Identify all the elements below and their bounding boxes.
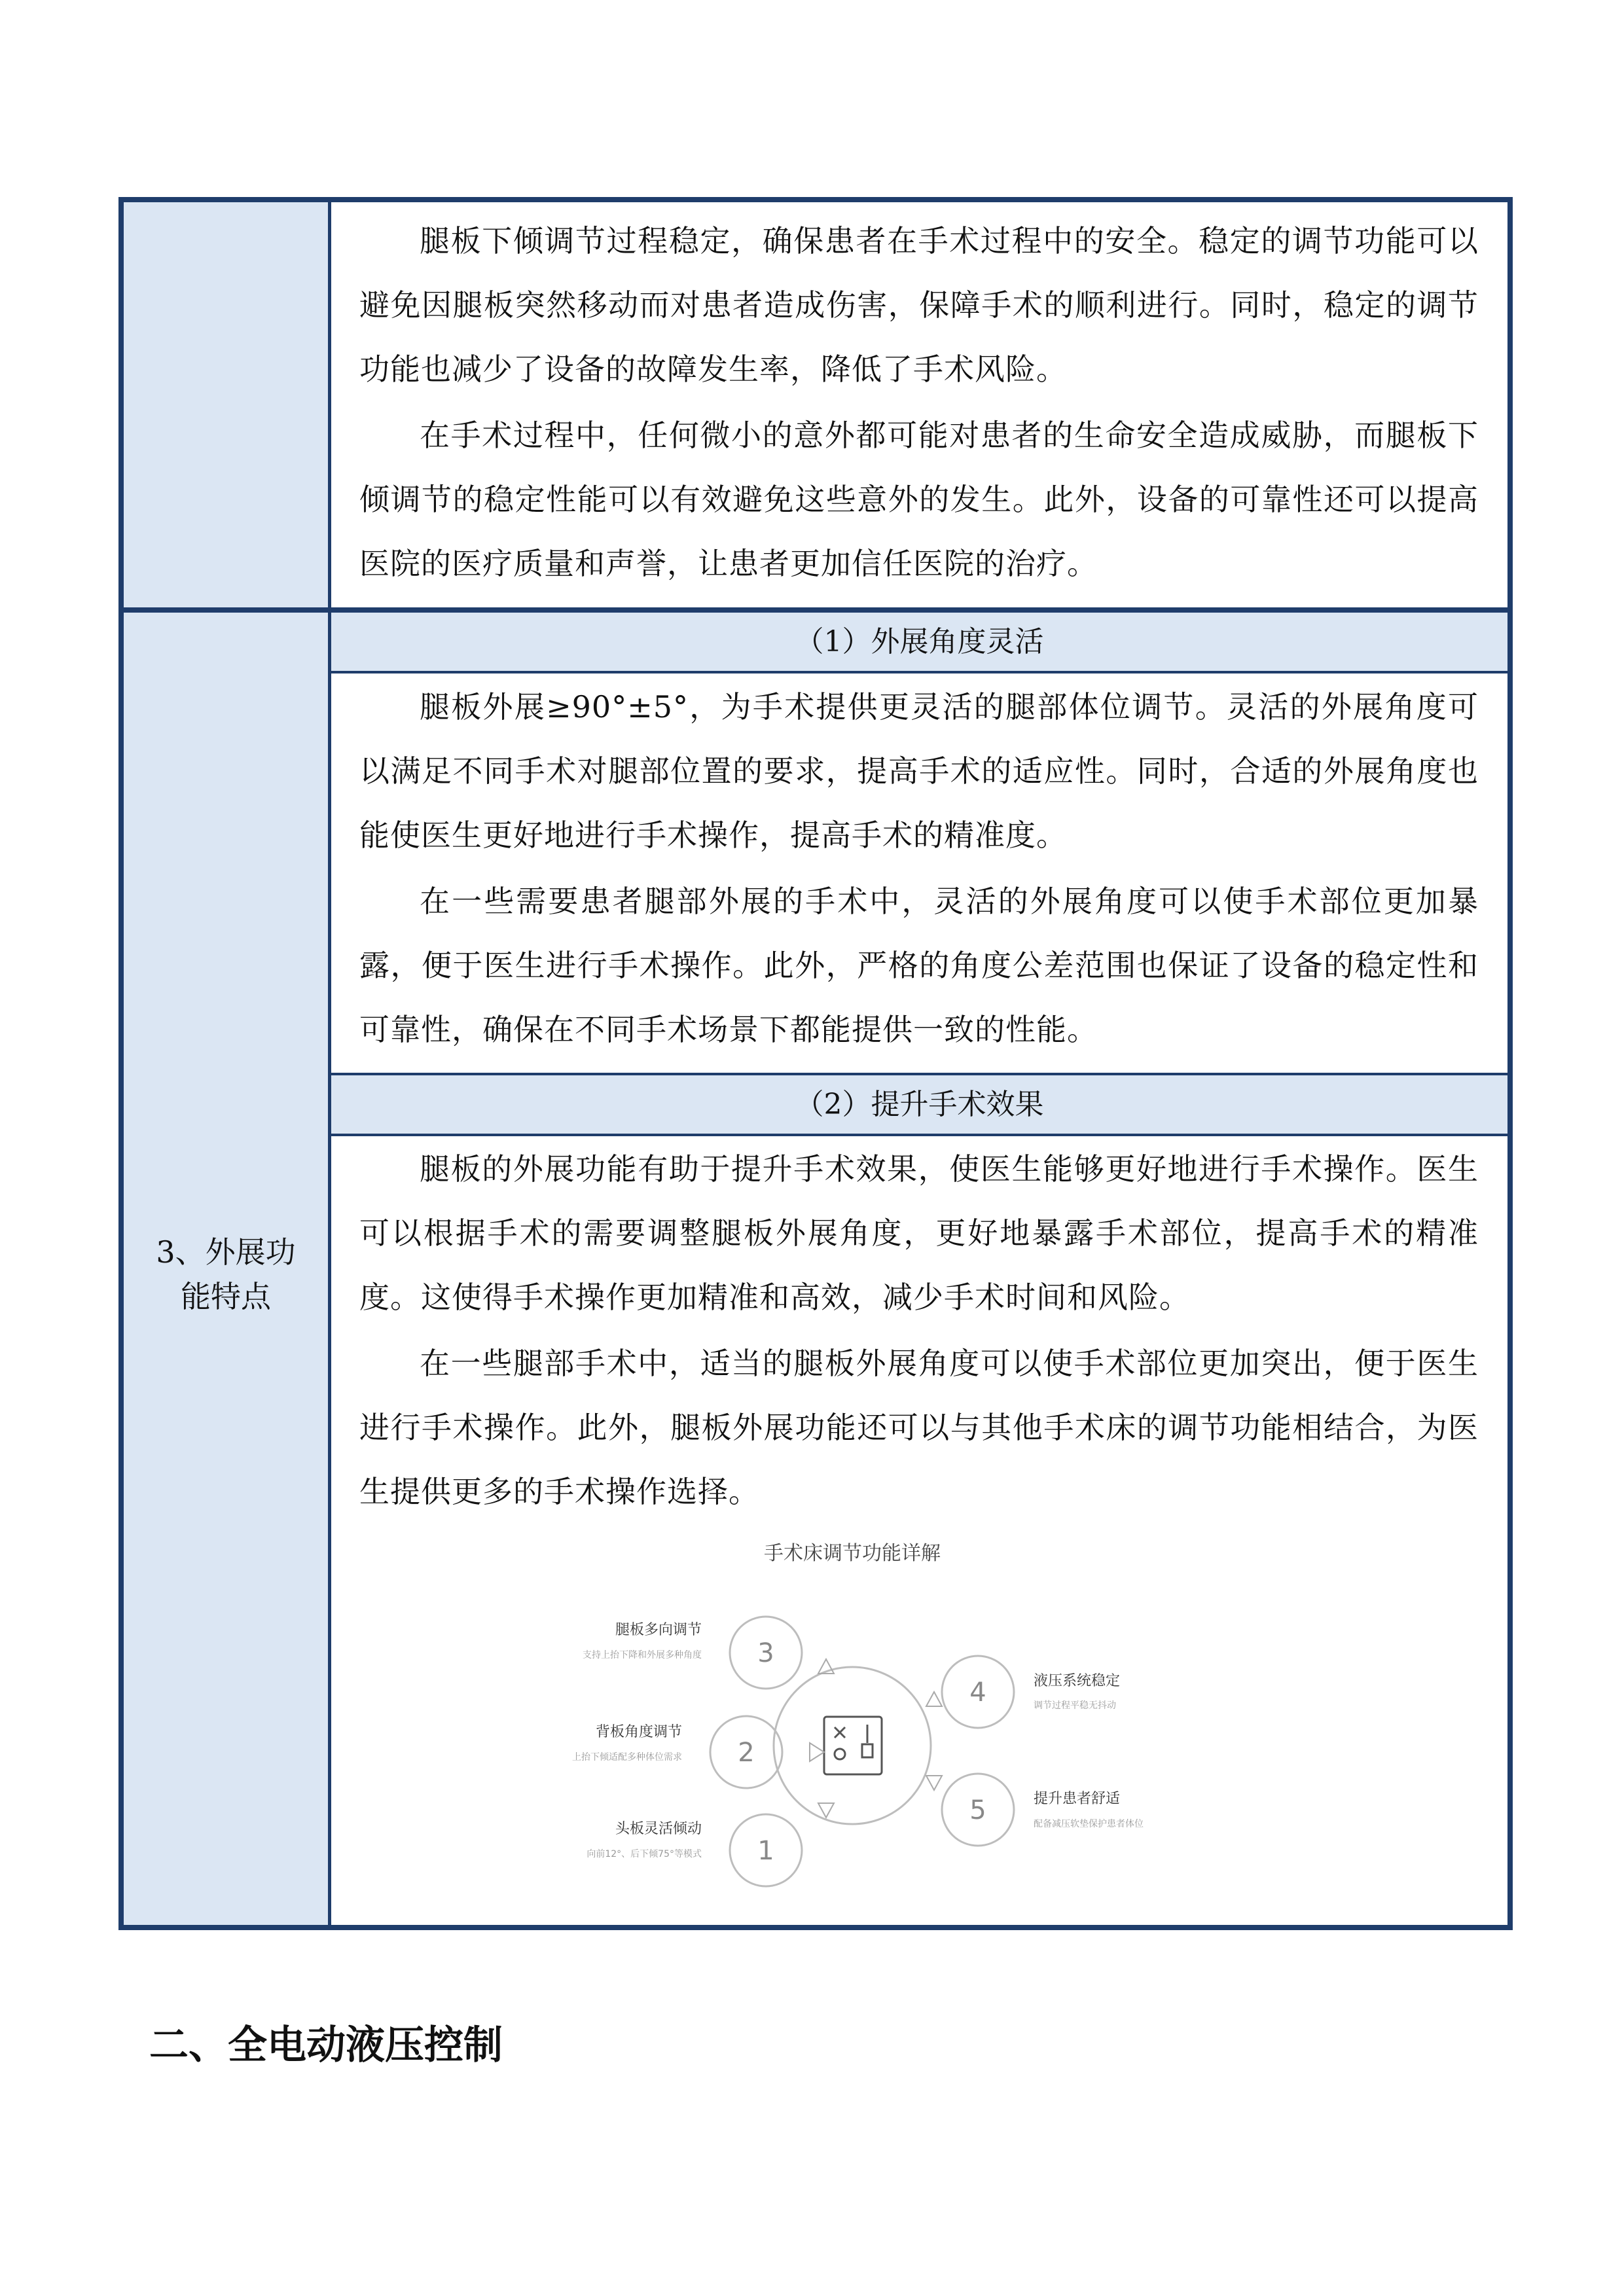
table-left-cell-top [124, 202, 328, 607]
feature-number: 3 [757, 1638, 774, 1668]
down-triangle-icon [926, 1776, 942, 1790]
feature-item-3 [583, 1617, 834, 1689]
feature-desc: 向前12°、后下倾75°等模式 [586, 1849, 702, 1859]
feature-title: 腿板多向调节 [615, 1622, 702, 1638]
feature-desc: 调节过程平稳无抖动 [1034, 1700, 1116, 1711]
feature-number: 2 [738, 1738, 755, 1768]
down-triangle-icon [818, 1803, 834, 1818]
feature-title: 提升患者舒适 [1034, 1791, 1121, 1807]
feature-desc: 上抬下倾适配多种体位需求 [572, 1752, 682, 1763]
subheading-abduction-angle: （1）外展角度灵活 [331, 613, 1507, 671]
subheading-divider [331, 671, 1507, 673]
paragraph: 在手术过程中，任何微小的意外都可能对患者的生命安全造成威胁，而腿板下倾调节的稳定性能可以有效避免这些意外的发生。此外，设备的可靠性还可以提高医院的医疗质量和声誉，让患者更加信任医院的治疗。 [359, 418, 1479, 581]
feature-number: 5 [969, 1795, 986, 1825]
surgery-effect-text [359, 1137, 1479, 1526]
abduction-angle-text [359, 675, 1479, 1064]
feature-desc: 配备减压软垫保护患者体位 [1034, 1819, 1144, 1829]
row-divider [124, 607, 1507, 613]
adjustment-diagram [522, 1528, 1183, 1921]
subheading-surgery-effect: （2）提升手术效果 [331, 1075, 1507, 1134]
feature-item-4 [926, 1656, 1120, 1728]
row-label-line: 能特点 [181, 1279, 271, 1314]
subheading-divider [331, 1134, 1507, 1136]
feature-number: 1 [757, 1836, 774, 1866]
up-triangle-icon [926, 1692, 942, 1706]
leg-tilt-text [359, 209, 1479, 598]
feature-number: 4 [969, 1677, 986, 1708]
feature-title: 背板角度调节 [595, 1724, 682, 1740]
feature-item-2 [572, 1716, 824, 1788]
feature-item-1 [586, 1803, 834, 1886]
paragraph: 腿板下倾调节过程稳定，确保患者在手术过程中的安全。稳定的调节功能可以避免因腿板突然移动而对患者造成伤害，保障手术的顺利进行。同时，稳定的调节功能也减少了设备的故障发生率，降低了手术风险。 [359, 223, 1479, 387]
row-label-abduction [124, 1230, 328, 1319]
paragraph: 在一些需要患者腿部外展的手术中，灵活的外展角度可以使手术部位更加暴露，便于医生进行手术操作。此外，严格的角度公差范围也保证了设备的稳定性和可靠性，确保在不同手术场景下都能提供一致的性能。 [359, 884, 1479, 1047]
paragraph: 腿板的外展功能有助于提升手术效果，使医生能够更好地进行手术操作。医生可以根据手术的需要调整腿板外展角度，更好地暴露手术部位，提高手术的精准度。这使得手术操作更加精准和高效，减少手术时间和风险。 [359, 1151, 1479, 1315]
paragraph: 腿板外展≥90°±5°，为手术提供更灵活的腿部体位调节。灵活的外展角度可以满足不同手术对腿部位置的要求，提高手术的适应性。同时，合适的外展角度也能使医生更好地进行手术操作，提高手术的精准度。 [359, 689, 1479, 853]
center-table-icon [774, 1667, 931, 1824]
feature-desc: 支持上抬下降和外展多种角度 [583, 1650, 702, 1660]
column-divider [328, 202, 331, 1925]
right-triangle-icon [810, 1743, 824, 1761]
feature-item-5 [926, 1774, 1144, 1846]
diagram-title: 手术床调节功能详解 [764, 1542, 941, 1565]
feature-title: 液压系统稳定 [1034, 1673, 1121, 1689]
paragraph: 在一些腿部手术中，适当的腿板外展角度可以使手术部位更加突出，便于医生进行手术操作。此外，腿板外展功能还可以与其他手术床的调节功能相结合，为医生提供更多的手术操作选择。 [359, 1346, 1479, 1509]
section-heading: 二、全电动液压控制 [149, 2022, 503, 2068]
row-label-line: 3、外展功 [156, 1234, 296, 1270]
feature-title: 头板灵活倾动 [615, 1821, 702, 1837]
